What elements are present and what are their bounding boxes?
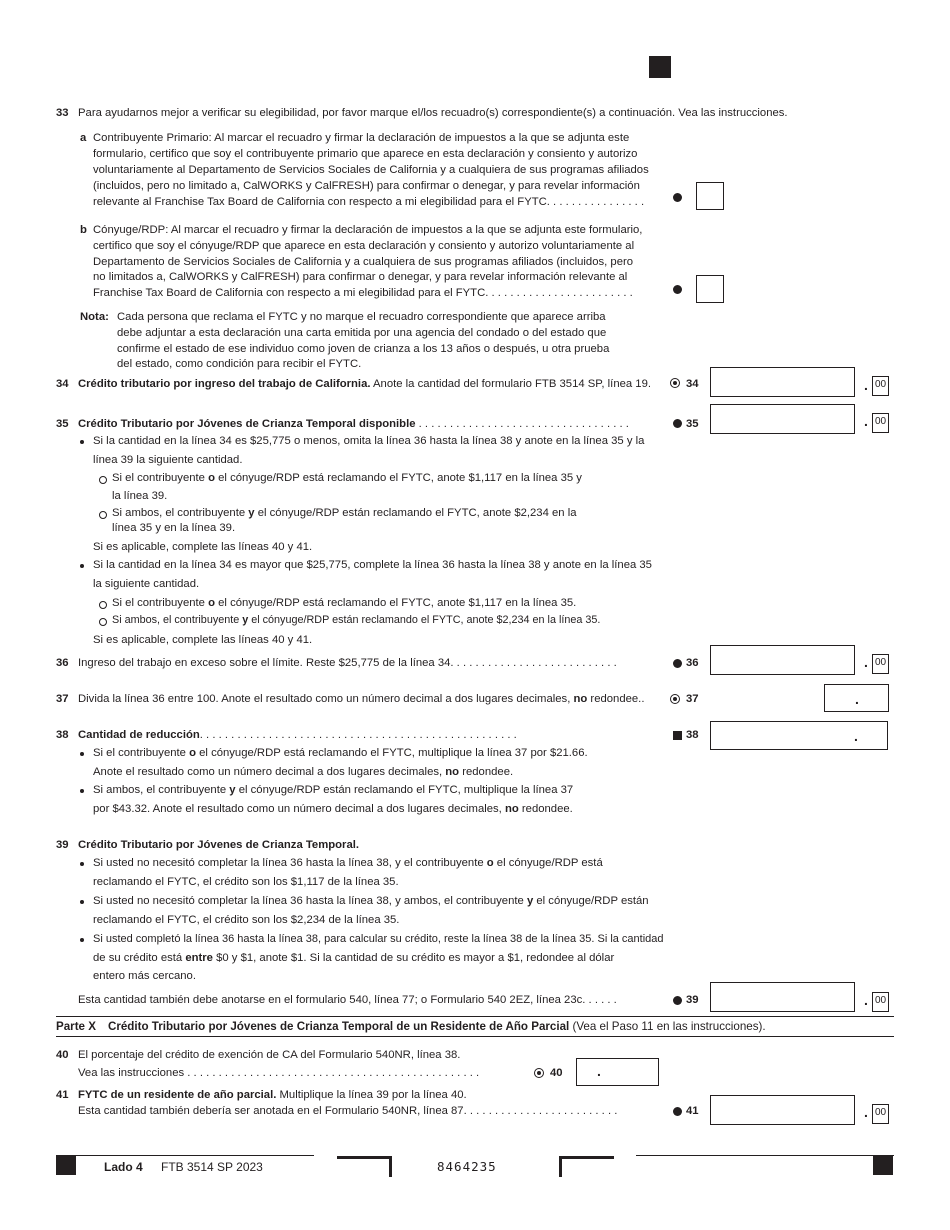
line-35-sub-3: Si el contribuyente o el cónyuge/RDP está reclamando el FYTC, anote $1,117 en la línea 35.: [112, 597, 577, 609]
line-35-leader: . . . . . . . . . . . . . . . . . . . . . . . . . . . . . . . . . .: [415, 418, 629, 430]
line-39-item-3a: Si usted completó la línea 36 hasta la línea 38, para calcular su crédito, reste la línea 38 de la línea 35. Si la cantidad: [93, 933, 664, 945]
line-39-number: 39: [56, 839, 69, 851]
note-text-3: confirme el estado de ese individuo como joven de crianza a los 13 años o después, u otra prueba: [117, 343, 610, 355]
line-39-item-2b: reclamando el FYTC, el crédito son los $2,234 de la línea 35.: [93, 914, 400, 926]
note-text-1: Cada persona que reclama el FYTC y no marque el recuadro correspondiente que aparece arriba: [117, 311, 606, 323]
line-35-sub-ring-4: [99, 618, 107, 626]
part-x-bottom-rule: [56, 1036, 894, 1037]
line-35-cents: 00: [872, 413, 889, 433]
line-35-sub-2b: línea 35 y en la línea 39.: [112, 522, 236, 534]
line-33a-letter: a: [80, 132, 87, 144]
line-34-decimal-point: .: [864, 377, 868, 393]
registration-mark-top: [649, 56, 671, 78]
line-36-text: Ingreso del trabajo en exceso sobre el límite. Reste $25,775 de la línea 34. . . . . . . . . . . . . . . . . . . . . . . . . . .: [78, 657, 617, 669]
line-39-bullet-1: [80, 862, 84, 866]
footer-rule-left: [56, 1155, 314, 1156]
line-33-number: 33: [56, 107, 69, 119]
line-33b-text-3: Departamento de Servicios Sociales de California y a cualquiera de sus programas afiliados (incluidos, pero: [93, 256, 634, 268]
line-34-ref: 34: [686, 378, 699, 390]
footer-rule-right: [636, 1155, 894, 1156]
line-40-ref: 40: [550, 1067, 563, 1079]
line-38-bullet-1: [80, 752, 84, 756]
line-35-bullet-1: [80, 440, 84, 444]
footer-bracket-left: [337, 1156, 392, 1177]
line-41-number: 41: [56, 1089, 69, 1101]
line-35-applicable-2: Si es aplicable, complete las líneas 40 y 41.: [93, 634, 313, 646]
line-36-cents: 00: [872, 654, 889, 674]
line-40-text-1: El porcentaje del crédito de exención de CA del Formulario 540NR, línea 38.: [78, 1049, 461, 1061]
line-39-decimal-point: .: [864, 992, 868, 1008]
line-39-item-1b: reclamando el FYTC, el crédito son los $1,117 de la línea 35.: [93, 876, 399, 888]
line-39-item-2a: Si usted no necesitó completar la línea 36 hasta la línea 38, y ambos, el contribuyente y el cónyuge/RDP están: [93, 895, 649, 907]
line-35-sub-ring-2: [99, 511, 107, 519]
line-41-amount-field[interactable]: [710, 1095, 855, 1125]
line-38-item-1b: Anote el resultado como un número decimal a dos lugares decimales, no redondee.: [93, 766, 514, 778]
bullet-marker-33b: [673, 285, 682, 294]
line-38-bullet-2: [80, 789, 84, 793]
line-35-amount-field[interactable]: [710, 404, 855, 434]
part-x-rest: (Vea el Paso 11 en las instrucciones).: [569, 1020, 766, 1033]
line-33b-letter: b: [80, 224, 87, 236]
line-35-sub-1b: la línea 39.: [112, 490, 168, 502]
line-39-amount-field[interactable]: [710, 982, 855, 1012]
line-35-decimal-point: .: [864, 413, 868, 429]
footer-mark-left: [56, 1155, 76, 1175]
line-35-sub-1: Si el contribuyente o el cónyuge/RDP está reclamando el FYTC, anote $1,117 en la línea 35 y: [112, 472, 582, 484]
line-39-ref: 39: [686, 994, 699, 1006]
footer-mark-right: [873, 1155, 893, 1175]
line-41-decimal-point: .: [864, 1104, 868, 1120]
line-35-item-1a: Si la cantidad en la línea 34 es $25,775 o menos, omita la línea 36 hasta la línea 38 y anote en la línea 35 y la: [93, 435, 645, 447]
line-35-applicable-1: Si es aplicable, complete las líneas 40 y 41.: [93, 541, 313, 553]
line-37-text: Divida la línea 36 entre 100. Anote el resultado como un número decimal a dos lugares decimales, no redondee..: [78, 693, 645, 705]
part-x-title: Crédito Tributario por Jóvenes de Crianza Temporal de un Residente de Año Parcial: [107, 1020, 570, 1033]
line-41-cents: 00: [872, 1104, 889, 1124]
footer-bracket-right: [559, 1156, 614, 1177]
line-36-decimal-point: .: [864, 654, 868, 670]
line-33a-text-3: voluntariamente al Departamento de Servicios Sociales de California y a cualquiera de sus programas afiliados: [93, 164, 649, 176]
line-33-text: Para ayudarnos mejor a verificar su elegibilidad, por favor marque el/los recuadro(s) correspondiente(s) a continuación. Vea las instrucciones.: [78, 107, 788, 119]
line-35-number: 35: [56, 418, 69, 430]
line-35-item-1b: línea 39 la siguiente cantidad.: [93, 454, 243, 466]
note-label: Nota:: [80, 311, 109, 323]
target-marker-40: [534, 1068, 544, 1078]
line-34-text: [78, 377, 651, 391]
line-35-sub-ring-3: [99, 601, 107, 609]
target-marker-37: [670, 694, 680, 704]
line-41-text-2: Esta cantidad también debería ser anotada en el Formulario 540NR, línea 87. . . . . . . . . . . . . . . . . . . . . . . . .: [78, 1105, 618, 1117]
line-34-amount-field[interactable]: [710, 367, 855, 397]
footer-barcode-number: 8464235: [437, 1159, 497, 1174]
note-text-4: del estado, como condición para recibir el FYTC.: [117, 358, 362, 370]
line-35-bullet-2: [80, 564, 84, 568]
bullet-marker-36: [673, 659, 682, 668]
part-x-label: Parte X: [56, 1020, 96, 1033]
line-38-decimal-point: .: [854, 728, 858, 744]
line-33a-text-5: relevante al Franchise Tax Board de California con respecto a mi elegibilidad para el FYTC. . . . . . . . . . . . . . . .: [93, 196, 645, 208]
line-33b-text-5: Franchise Tax Board de California con respecto a mi elegibilidad para el FYTC. . . . . . . . . . . . . . . . . . . . . . . .: [93, 287, 633, 299]
line-39-bullet-3: [80, 938, 84, 942]
line-35-ref: 35: [686, 418, 699, 430]
target-marker-34: [670, 378, 680, 388]
line-40-decimal-point: .: [597, 1063, 601, 1079]
line-40-percentage-field[interactable]: [576, 1058, 659, 1086]
line-39-final-text: Esta cantidad también debe anotarse en el formulario 540, línea 77; o Formulario 540 2EZ, línea 23c. . . . . .: [78, 994, 617, 1006]
line-34-cents: 00: [872, 376, 889, 396]
line-36-number: 36: [56, 657, 69, 669]
bullet-marker-33a: [673, 193, 682, 202]
line-38-title: Cantidad de reducción: [78, 729, 200, 741]
bullet-marker-41: [673, 1107, 682, 1116]
line-33b-text-2: certifico que soy el cónyuge/RDP que aparece en esta declaración y consiento y autorizo voluntariamente al: [93, 240, 635, 252]
part-x-header: [56, 1020, 766, 1034]
line-34-number: 34: [56, 378, 69, 390]
line-39-cents: 00: [872, 992, 889, 1012]
checkbox-33a-primary-taxpayer[interactable]: [696, 182, 724, 210]
line-34-rest: Anote la cantidad del formulario FTB 3514 SP, línea 19.: [370, 378, 652, 390]
line-33b-text-1: Cónyuge/RDP: Al marcar el recuadro y firmar la declaración de impuestos a la que se adjunta este formulario,: [93, 224, 643, 236]
line-39-item-3b: de su crédito está entre $0 y $1, anote $1. Si la cantidad de su crédito es mayor a $1, redondee al dólar: [93, 952, 615, 964]
line-34-title: Crédito tributario por ingreso del trabajo de California.: [78, 378, 371, 390]
line-41-ref: 41: [686, 1105, 699, 1117]
line-37-ref: 37: [686, 693, 699, 705]
line-41-text-1: FYTC de un residente de año parcial. Multiplique la línea 39 por la línea 40.: [78, 1089, 467, 1101]
part-x-top-rule: [56, 1016, 894, 1017]
line-37-decimal-point: .: [855, 691, 859, 707]
note-text-2: debe adjuntar a esta declaración una carta emitida por una agencia del condado o del estado que: [117, 327, 607, 339]
bullet-marker-35: [673, 419, 682, 428]
line-35-sub-4: Si ambos, el contribuyente y el cónyuge/RDP están reclamando el FYTC, anote $2,234 en la línea 35.: [112, 614, 601, 626]
line-39-bullet-2: [80, 900, 84, 904]
line-35-sub-2: Si ambos, el contribuyente y el cónyuge/RDP están reclamando el FYTC, anote $2,234 en la: [112, 507, 577, 519]
line-35-item-2b: la siguiente cantidad.: [93, 578, 200, 590]
line-40-number: 40: [56, 1049, 69, 1061]
line-38-ref: 38: [686, 729, 699, 741]
checkbox-33b-spouse-rdp[interactable]: [696, 275, 724, 303]
line-35-item-2a: Si la cantidad en la línea 34 es mayor que $25,775, complete la línea 36 hasta la línea 38 y anote en la línea 35: [93, 559, 652, 571]
line-33a-text-4: (incluidos, pero no limitado a, CalWORKS y CalFRESH) para confirmar o denegar, y para revelar información: [93, 180, 640, 192]
line-35-sub-ring-1: [99, 476, 107, 484]
line-39-title: Crédito Tributario por Jóvenes de Crianza Temporal.: [78, 839, 360, 851]
line-38-number: 38: [56, 729, 69, 741]
line-36-amount-field[interactable]: [710, 645, 855, 675]
line-38-text: Cantidad de reducción. . . . . . . . . . . . . . . . . . . . . . . . . . . . . . . . . . . . . . . . . . . . . . . . . . .: [78, 729, 517, 741]
line-33a-text-2: formulario, certifico que soy el contribuyente primario que aparece en esta declaración y consiento y autorizo: [93, 148, 638, 160]
line-35-text: [78, 417, 629, 431]
square-marker-38: [673, 731, 682, 740]
line-33a-text-1: Contribuyente Primario: Al marcar el recuadro y firmar la declaración de impuestos a la que se adjunta este: [93, 132, 630, 144]
line-38-amount-field[interactable]: [710, 721, 888, 750]
bullet-marker-39: [673, 996, 682, 1005]
footer-side-label: Lado 4: [104, 1160, 143, 1174]
line-35-title: Crédito Tributario por Jóvenes de Crianza Temporal disponible: [78, 418, 416, 430]
line-37-number: 37: [56, 693, 69, 705]
line-41-title: FYTC de un residente de año parcial.: [78, 1089, 277, 1101]
line-38-item-1a: Si el contribuyente o el cónyuge/RDP está reclamando el FYTC, multiplique la línea 37 por $21.66.: [93, 747, 588, 759]
line-33b-text-4: no limitados a, CalWORKS y CalFRESH) para confirmar o denegar, y para revelar información relevante al: [93, 271, 628, 283]
line-39-item-1a: Si usted no necesitó completar la línea 36 hasta la línea 38, y el contribuyente o el cónyuge/RDP está: [93, 857, 603, 869]
line-38-item-2b: por $43.32. Anote el resultado como un número decimal a dos lugares decimales, no redondee.: [93, 803, 573, 815]
line-39-item-3c: entero más cercano.: [93, 970, 196, 982]
line-40-text-2: Vea las instrucciones . . . . . . . . . . . . . . . . . . . . . . . . . . . . . . . . . . . . . . . . . . . . . . .: [78, 1067, 480, 1079]
footer-form-label: FTB 3514 SP 2023: [161, 1160, 263, 1174]
line-36-ref: 36: [686, 657, 699, 669]
line-38-item-2a: Si ambos, el contribuyente y el cónyuge/RDP están reclamando el FYTC, multiplique la línea 37: [93, 784, 574, 796]
